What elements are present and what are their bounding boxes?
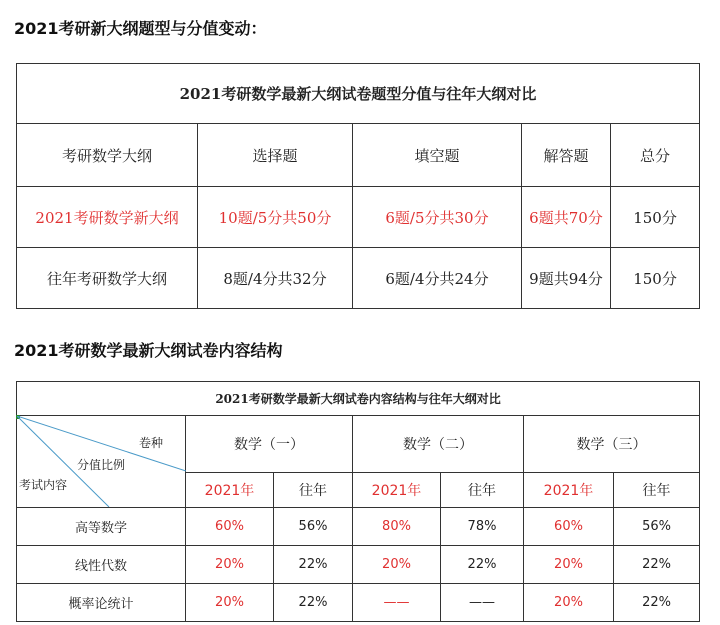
table-title: 2021考研数学最新大纲试卷内容结构与往年大纲对比 [17,382,700,416]
table-cell: 78% [441,508,524,546]
table-cell: 20% [524,546,614,584]
table-cell: 22% [274,546,353,584]
row-label: 概率论统计 [17,584,186,622]
diagonal-header-cell [17,416,186,508]
table-cell: 20% [353,546,441,584]
row-label: 2021考研数学新大纲 [17,187,198,248]
table-cell: 80% [353,508,441,546]
year-header: 往年 [614,472,700,507]
table-cell: 22% [614,546,700,584]
corner-label-content: 考试内容 [19,478,68,492]
table-cell: 20% [186,546,274,584]
year-header: 往年 [274,472,353,507]
table-cell: 20% [524,584,614,622]
table-cell: 9题共94分 [522,248,611,309]
table-title: 2021考研数学最新大纲试卷题型分值与往年大纲对比 [17,64,700,124]
table-row [17,546,700,584]
column-header: 总分 [611,124,700,187]
corner-label-ratio: 分值比例 [77,458,126,472]
table-cell: 6题/5分共30分 [353,187,522,248]
table-cell: 22% [441,546,524,584]
table-cell: 60% [186,508,274,546]
table-row [17,584,700,622]
table-cell: 56% [274,508,353,546]
table-cell: 60% [524,508,614,546]
table-cell: 22% [274,584,353,622]
column-header: 解答题 [522,124,611,187]
row-label: 往年考研数学大纲 [17,248,198,309]
year-header: 2021年 [353,472,441,507]
category-header: 数学（二） [353,416,524,473]
section-heading-structure: 2021考研数学最新大纲试卷内容结构 [14,341,283,360]
row-label: 线性代数 [17,546,186,584]
year-header: 2021年 [186,472,274,507]
table-cell: 20% [186,584,274,622]
category-header: 数学（三） [524,416,700,473]
table-cell: 150分 [611,187,700,248]
content-structure-table [16,381,700,622]
score-comparison-table [16,63,700,309]
column-header: 选择题 [198,124,353,187]
table-cell: 6题共70分 [522,187,611,248]
table-cell: 150分 [611,248,700,309]
table-cell: 22% [614,584,700,622]
table-cell: 8题/4分共32分 [198,248,353,309]
category-header: 数学（一） [186,416,353,473]
table-row [17,508,700,546]
table-row [17,187,700,248]
table-cell: —— [441,584,524,622]
year-header: 2021年 [524,472,614,507]
table-cell: —— [353,584,441,622]
table-cell: 56% [614,508,700,546]
row-label: 高等数学 [17,508,186,546]
year-header: 往年 [441,472,524,507]
column-header: 填空题 [353,124,522,187]
table-row [17,248,700,309]
section-heading-changes: 2021考研新大纲题型与分值变动： [14,19,267,38]
corner-label-type: 卷种 [138,436,163,450]
table-cell: 10题/5分共50分 [198,187,353,248]
table-cell: 6题/4分共24分 [353,248,522,309]
column-header: 考研数学大纲 [17,124,198,187]
